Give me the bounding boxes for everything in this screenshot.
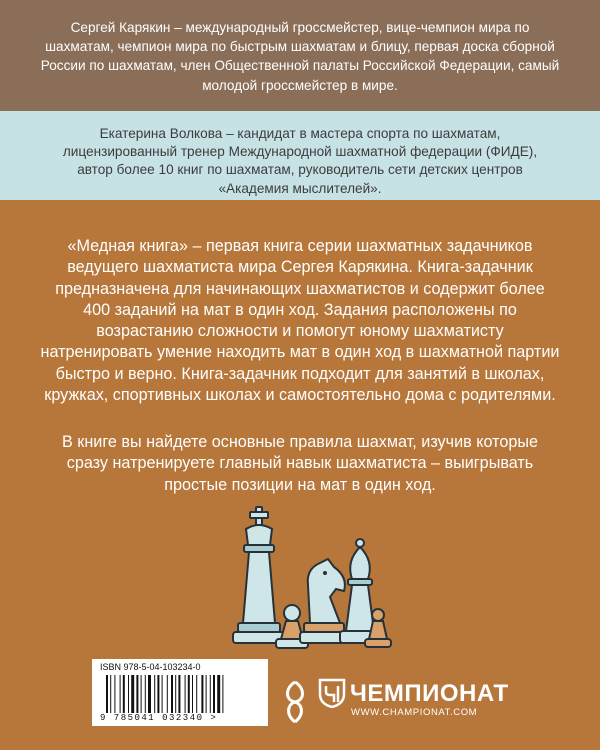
barcode-bar <box>120 675 121 713</box>
barcode-bar <box>154 675 155 713</box>
barcode-bar <box>162 675 163 713</box>
barcode-bar <box>192 675 193 713</box>
coauthor-bio-band <box>0 111 600 200</box>
isbn-text: ISBN 978-5-04-103234-0 <box>100 662 201 672</box>
barcode-bar <box>131 675 134 713</box>
barcode-bar <box>114 675 115 713</box>
barcode-box <box>92 659 268 726</box>
championat-name: ЧЕМПИОНАТ <box>350 680 509 707</box>
volkova-bio: Екатерина Волкова – кандидат в мастера спорта по шахматам, лицензированный тренер Международной шахматной федерации (ФИДЕ), автор более 10 книг по шахматам, руководитель сети детских центров «Академия мыслителей». <box>62 126 538 196</box>
description-area <box>0 200 600 750</box>
barcode-bar <box>128 675 129 713</box>
chess-pieces-illustration <box>224 505 394 660</box>
barcode-bar <box>196 675 197 713</box>
king-icon <box>233 507 285 643</box>
barcode-bar <box>145 675 146 713</box>
barcode-bar <box>206 675 207 713</box>
barcode-bar <box>188 675 190 713</box>
barcode-bar <box>185 675 186 713</box>
championat-logo <box>318 672 509 724</box>
barcode-bar <box>222 675 223 713</box>
barcode-bar <box>136 675 138 713</box>
barcode-icon <box>106 675 256 713</box>
barcode-bar <box>141 675 142 713</box>
barcode-bar <box>175 675 176 713</box>
championat-url: WWW.CHAMPIONAT.COM <box>351 707 478 718</box>
eksmo-logo-icon <box>282 680 308 724</box>
barcode-bar <box>171 675 173 713</box>
championat-shield-icon <box>318 678 346 708</box>
barcode-bar <box>123 675 125 713</box>
barcode-bar <box>213 675 215 713</box>
barcode-bar <box>210 675 211 713</box>
barcode-bar <box>167 675 168 713</box>
barcode-bar <box>178 675 180 713</box>
knight-icon <box>300 559 348 643</box>
barcode-bar <box>201 675 203 713</box>
author-bio-band <box>0 0 600 111</box>
barcode-bar <box>217 675 220 713</box>
barcode-digits: 9 785041 032340 > <box>100 713 218 723</box>
barcode-bar <box>148 675 151 713</box>
book-summary: В книге вы найдете основные правила шахмат, изучив которые сразу натренируете главный навык шахматиста – выигрывать простые позиции на мат в один ход. <box>61 433 539 494</box>
book-description: «Медная книга» – первая книга серии шахматных задачников ведущего шахматиста мира Сергея Карякина. Книга-задачник предназначена для начинающих шахматистов и содержит более 400 заданий на мат в один ход. Задания расположены по возрастанию сложности и помогут юному шахматисту натренировать умение находить мат в один ход в шахматной партии быстро и верно. Книга-задачник подходит для занятий в школах, кружках, спортивных школах и самостоятельно дома с родителями. <box>40 237 560 405</box>
barcode-bar <box>110 675 111 713</box>
barcode-bar <box>157 675 159 713</box>
barcode-bar <box>106 675 108 713</box>
karjakin-bio: Сергей Карякин – международный гроссмейстер, вице-чемпион мира по шахматам, чемпион мира по быстрым шахматам и блицу, первая доска сборной России по шахматам, член Общественной палаты Российской Федерации, самый молодой гроссмейстер в мире. <box>40 20 560 93</box>
